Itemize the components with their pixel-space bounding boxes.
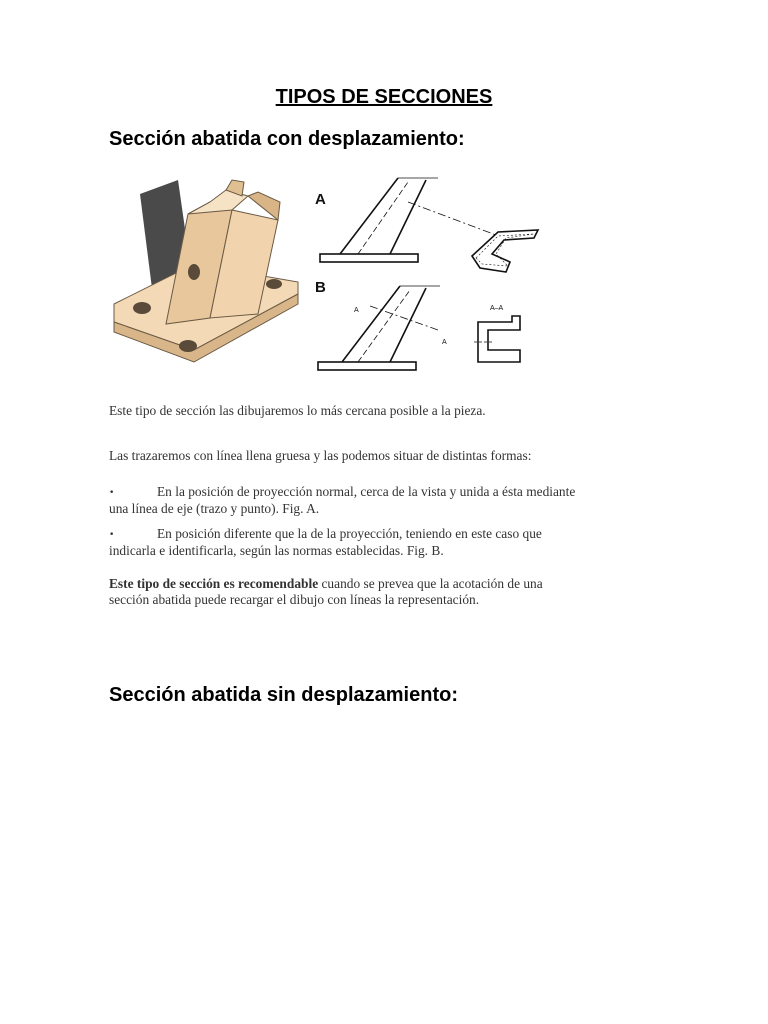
section-heading-sin-desplazamiento: Sección abatida sin desplazamiento: <box>109 684 458 706</box>
section-heading-con-desplazamiento: Sección abatida con desplazamiento: <box>109 128 465 150</box>
list-item <box>109 484 649 517</box>
recommendation-bold: Este tipo de sección es recomendable <box>109 576 319 591</box>
bullet-text-line1: En posición diferente que la de la proyección, teniendo en este caso que <box>157 526 542 541</box>
paragraph-proximity: Este tipo de sección las dibujaremos lo más cercana posible a la pieza. <box>109 403 486 418</box>
figure-a-drawing <box>315 178 538 272</box>
section-aa-label: A–A <box>490 305 504 312</box>
recommendation-rest: cuando se prevea que la acotación de una <box>318 576 543 591</box>
figure-b-drawing <box>315 279 520 370</box>
cut-mark-bottom: A <box>442 339 447 346</box>
bullet-text-line2: indicarla e identificarla, según las normas establecidas. Fig. B. <box>109 543 444 558</box>
bullet-text-line2: una línea de eje (trazo y punto). Fig. A. <box>109 501 320 516</box>
paragraph-recommendation <box>109 576 649 608</box>
list-item <box>109 526 649 559</box>
bullet-text-line1: En la posición de proyección normal, cerca de la vista y unida a ésta mediante <box>157 484 576 499</box>
paragraph-line-style: Las trazaremos con línea llena gruesa y las podemos situar de distintas formas: <box>109 448 532 463</box>
bullet-dot: • <box>109 488 115 498</box>
recommendation-line2: sección abatida puede recargar el dibujo con líneas la representación. <box>109 592 480 607</box>
document-title: TIPOS DE SECCIONES <box>275 86 493 108</box>
cut-mark-top: A <box>354 307 359 314</box>
figure-a-label: A <box>315 191 326 208</box>
figure-b-label: B <box>315 279 326 296</box>
section-figure <box>108 172 548 382</box>
bullet-dot: • <box>109 530 115 540</box>
isometric-part-illustration <box>114 180 298 362</box>
